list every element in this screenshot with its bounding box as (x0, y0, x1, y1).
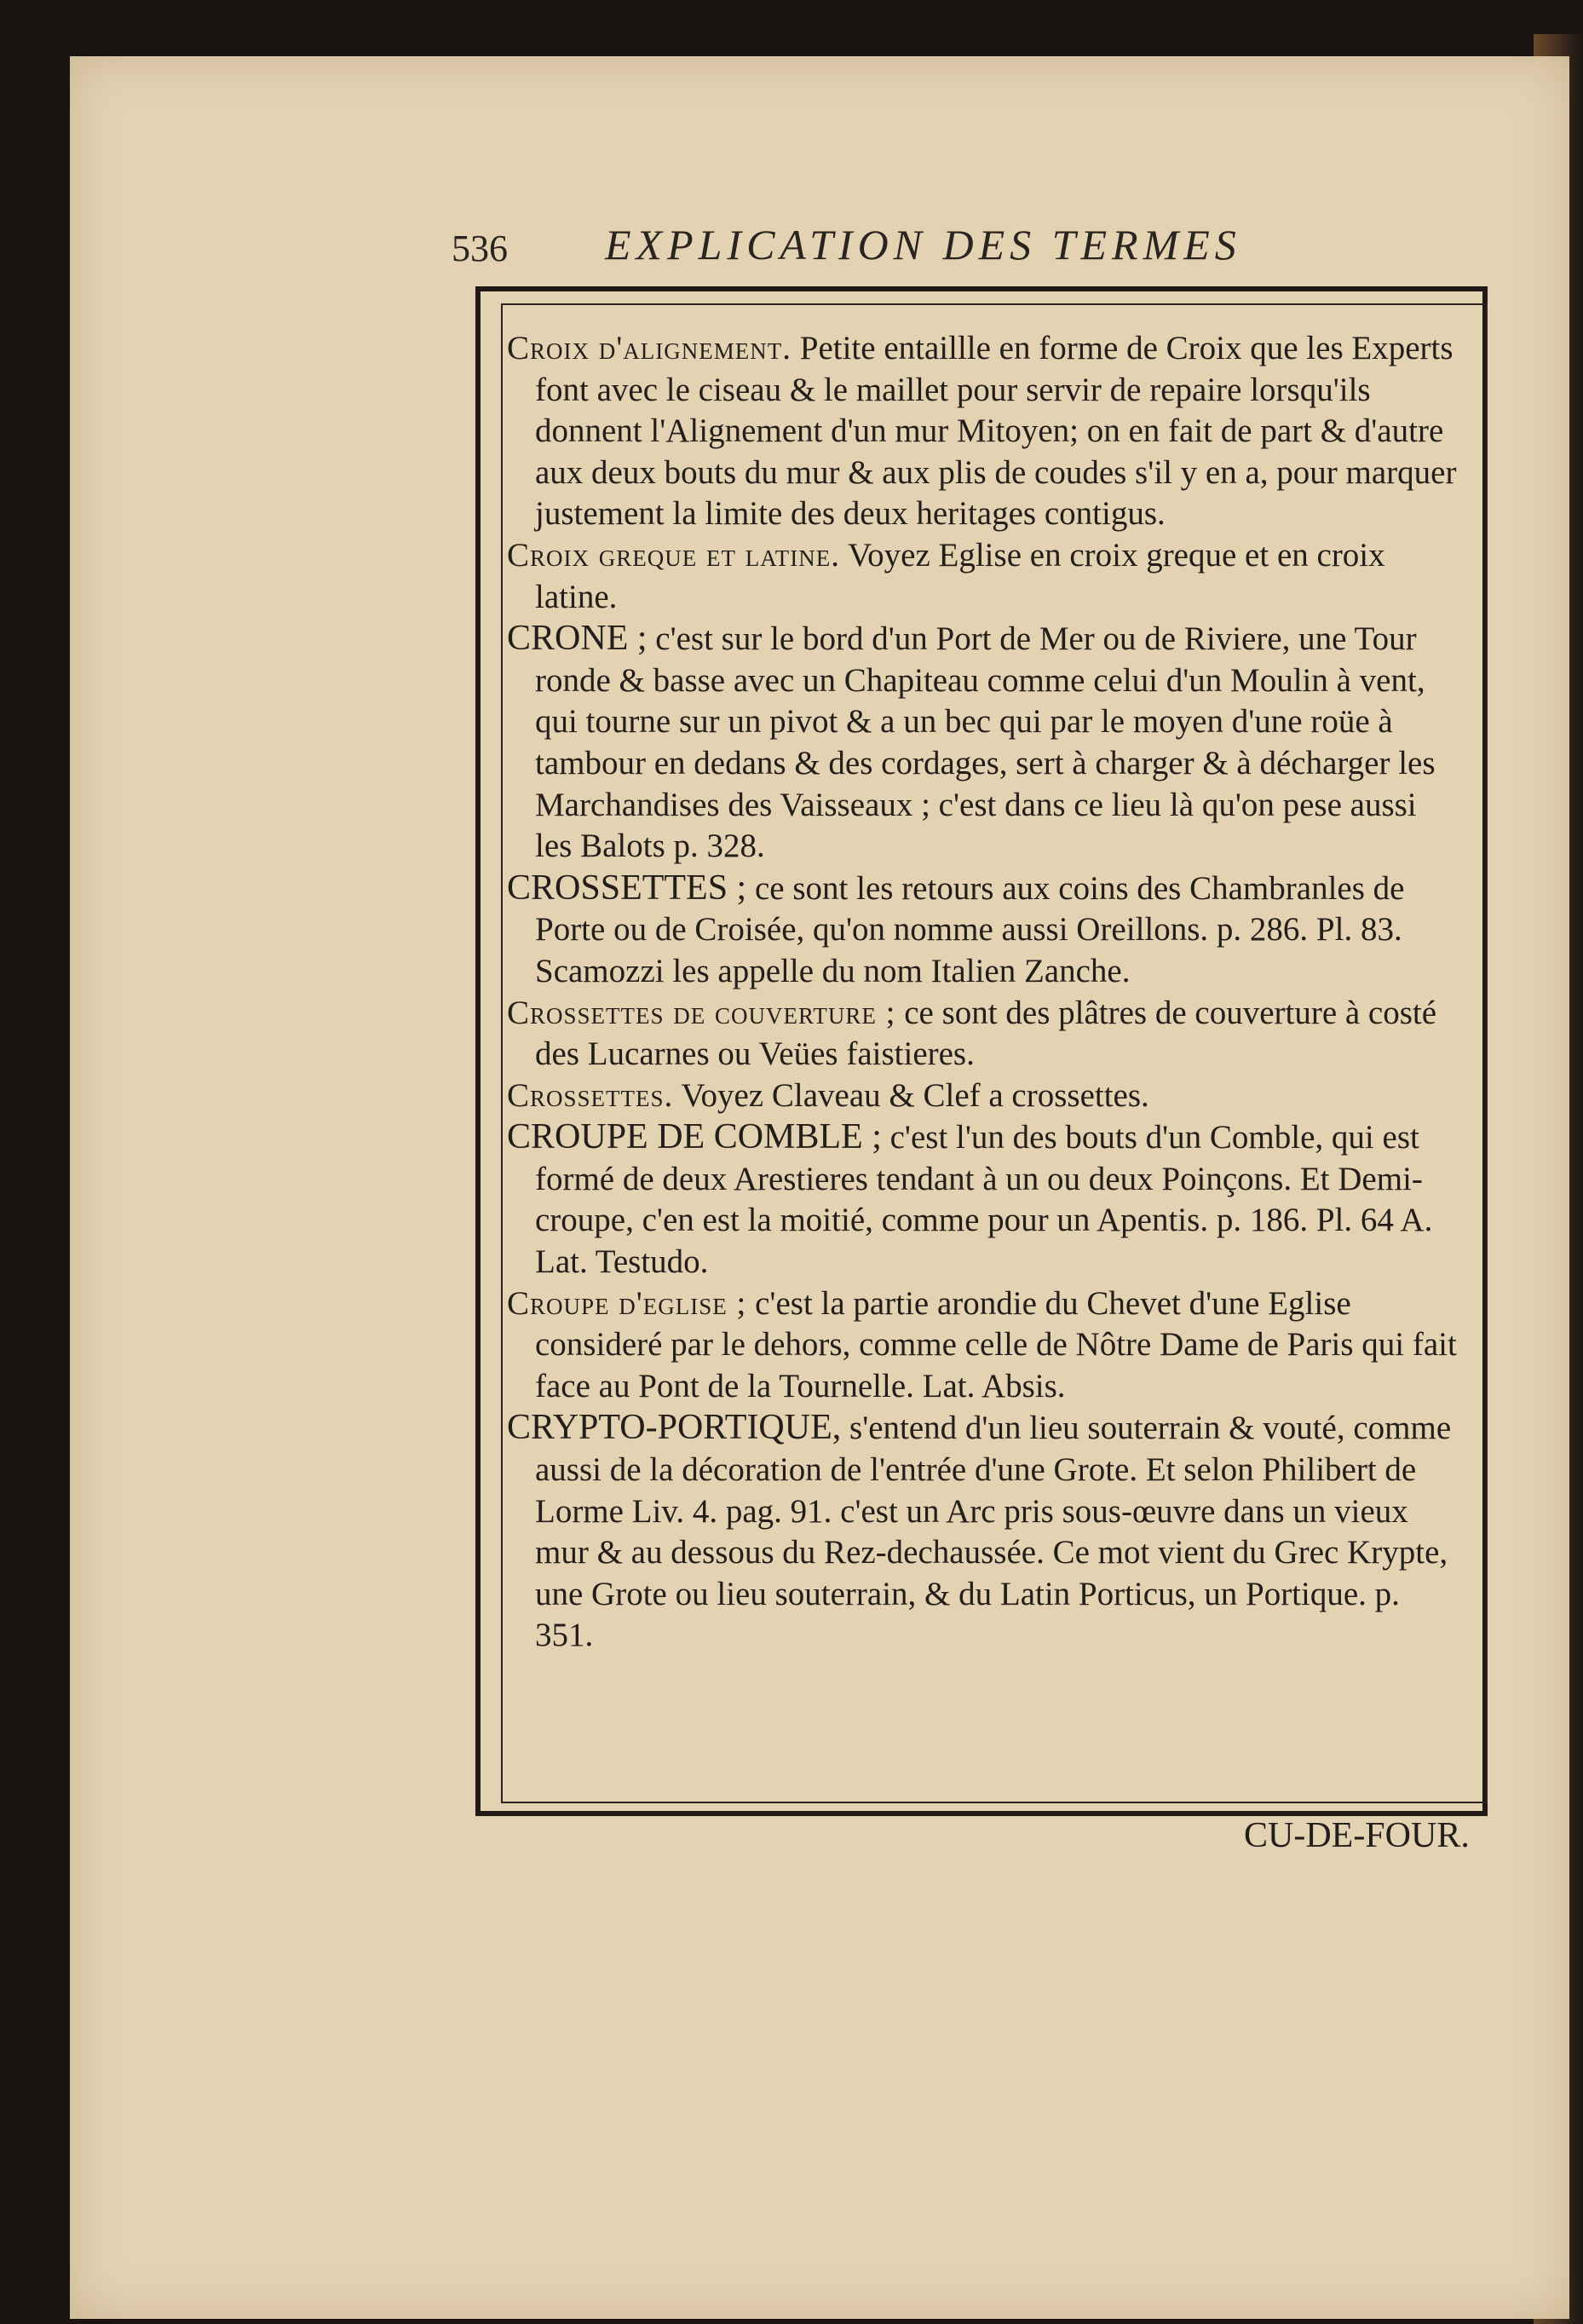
glossary-entry: CROUPE DE COMBLE ; c'est l'un des bouts d'un Comble, qui est formé de deux Arestieres tendant à un ou deux Poinçons. Et Demi-croupe, c'en est la moitié, comme pour un Apentis. p. 186. Pl. 64 A. Lat. Testudo. (507, 1117, 1433, 1281)
glossary-entry: CRYPTO-PORTIQUE, s'entend d'un lieu souterrain & vouté, comme aussi de la décoration de l'entrée d'une Grote. Et selon Philibert de Lorme Liv. 4. pag. 91. c'est un Arc pris sous-œuvre dans un vieux mur & au dessous du Rez-dechaussée. Ce mot vient du Grec Krypte, une Grote ou lieu souterrain, & du Latin Porticus, un Portique. p. 351. (507, 1408, 1452, 1654)
glossary-entry: CRONE ; c'est sur le bord d'un Port de Mer ou de Riviere, une Tour ronde & basse avec un Chapiteau comme celui d'un Moulin à vent, qui tourne sur un pivot & a un bec qui par le moyen d'une roüe à tambour en dedans & des cordages, sert à charger & à décharger les Marchandises des Vaisseaux ; c'est dans ce lieu là qu'on pese aussi les Balots p. 328. (507, 619, 1436, 865)
page-header (452, 213, 1363, 273)
glossary-entries (507, 328, 1457, 1657)
running-title: EXPLICATION DES TERMES (605, 221, 1241, 268)
glossary-entry: Crossettes de couverture ; ce sont des plâtres de couverture à costé des Lucarnes ou Veües faistieres. (507, 994, 1437, 1073)
glossary-entry: Croupe d'eglise ; c'est la partie arondie du Chevet d'une Eglise consideré par le dehors, comme celle de Nôtre Dame de Paris qui fait face au Pont de la Tournelle. Lat. Absis. (507, 1284, 1457, 1404)
glossary-entry: Crossettes. Voyez Claveau & Clef a crossettes. (507, 1076, 1149, 1114)
glossary-entry: Croix d'alignement. Petite entaillle en forme de Croix que les Experts font avec le ciseau & le maillet pour servir de repaire lorsqu'ils donnent l'Alignement d'un mur Mitoyen; on en fait de part & d'autre aux deux bouts du mur & aux plis de coudes s'il y en a, pour marquer justement la limite des deux heritages contigus. (507, 330, 1457, 533)
catchword: CU-DE-FOUR. (1244, 1816, 1470, 1855)
glossary-entry: CROSSETTES ; ce sont les retours aux coins des Chambranles de Porte ou de Croisée, qu'on nomme aussi Oreillons. p. 286. Pl. 83. Scamozzi les appelle du nom Italien Zanche. (507, 868, 1405, 989)
page-number: 536 (452, 228, 508, 269)
glossary-entry: Croix greque et latine. Voyez Eglise en croix greque et en croix latine. (507, 536, 1385, 615)
